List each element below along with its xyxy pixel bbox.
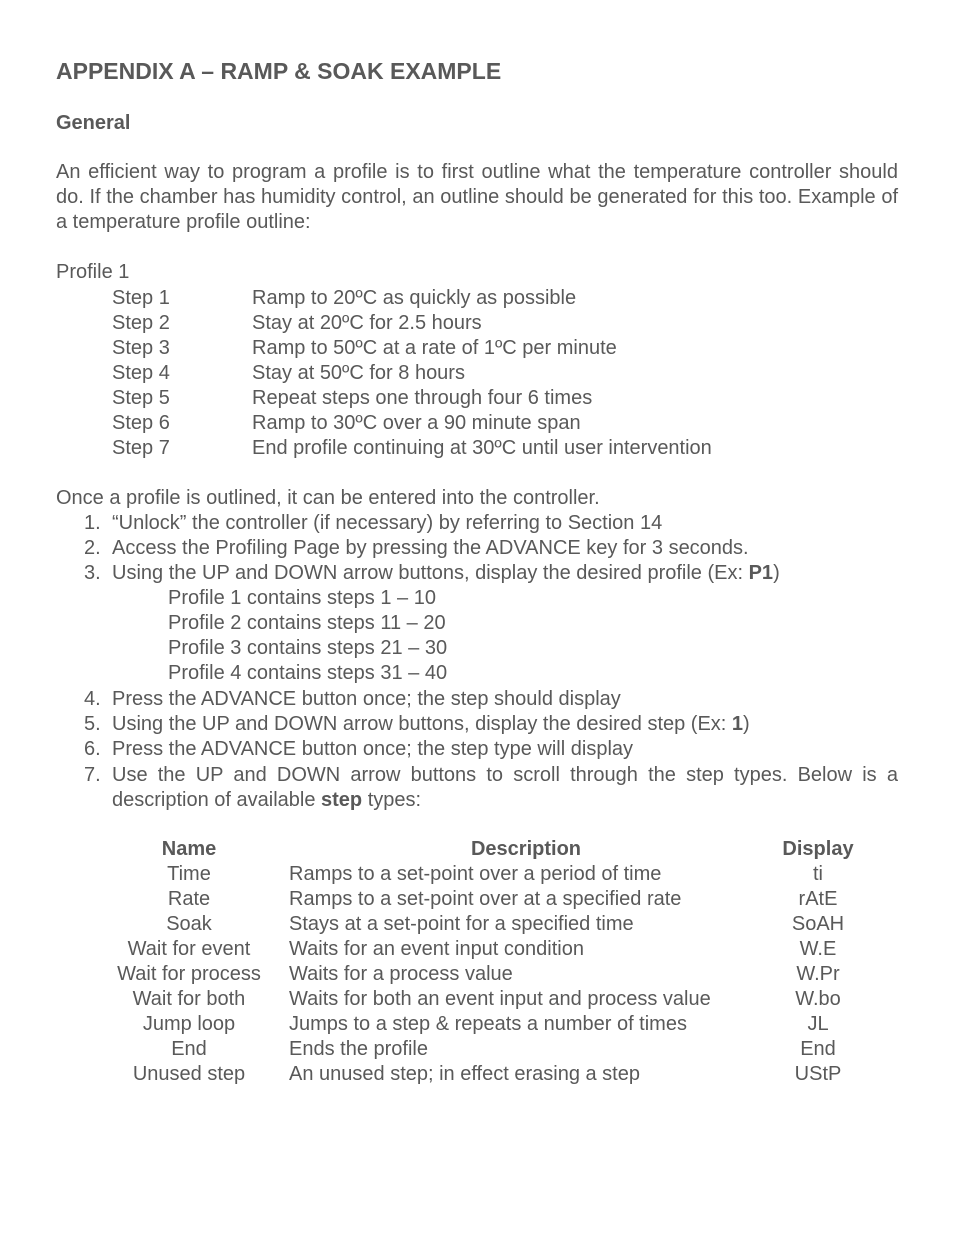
outline-step-number: Step 5 (112, 387, 170, 409)
column-spacer (272, 837, 289, 862)
step-type-display-code: ti (813, 863, 823, 885)
column-spacer (272, 862, 289, 887)
step-type-name: Jump loop (142, 1013, 236, 1035)
step-type-description: Ramps to a set-point over at a specified rate (289, 888, 682, 910)
profile-range-note: Profile 1 contains steps 1 – 10 (168, 587, 436, 609)
instruction-text-main: Use the UP and DOWN arrow buttons to scroll through the step types. Below is a description of available (112, 764, 898, 811)
column-spacer (272, 987, 289, 1012)
instruction-text: Access the Profiling Page by pressing the ADVANCE key for 3 seconds. (112, 537, 749, 559)
profile-range-note: Profile 2 contains steps 11 – 20 (168, 612, 446, 634)
section-heading: General (56, 112, 131, 134)
instruction-text-end: ) (773, 562, 780, 584)
outline-step-number: Step 7 (112, 437, 170, 459)
outline-step (112, 336, 617, 361)
outline-step (112, 311, 482, 336)
column-header-name: Name (161, 838, 217, 860)
instruction-example-value: P1 (748, 562, 774, 584)
instruction-text-end: types: (362, 789, 422, 811)
profile-range-note: Profile 3 contains steps 21 – 30 (168, 637, 448, 659)
column-header-display: Display (782, 838, 854, 860)
outline-step (112, 411, 581, 436)
step-type-name: Unused step (132, 1063, 246, 1085)
instruction-text-main: Using the UP and DOWN arrow buttons, display the desired step (Ex: (112, 713, 732, 735)
column-spacer (272, 887, 289, 912)
profile-label: Profile 1 (56, 261, 130, 283)
step-type-display-code: W.E (799, 938, 837, 960)
table-row (106, 887, 873, 912)
step-type-display-code: End (800, 1038, 836, 1060)
table-row (106, 987, 873, 1012)
step-type-description: Ends the profile (289, 1038, 428, 1060)
instruction-number: 1. (84, 512, 101, 534)
step-type-name: Rate (167, 888, 211, 910)
table-row (106, 862, 873, 887)
step-type-name: End (171, 1038, 207, 1060)
column-spacer (272, 937, 289, 962)
outline-step-number: Step 6 (112, 412, 170, 434)
instruction-text (112, 712, 750, 737)
instruction-text: Press the ADVANCE button once; the step should display (112, 688, 621, 710)
outline-step-number: Step 2 (112, 312, 170, 334)
instruction-number: 2. (84, 537, 101, 559)
instruction-text: “Unlock” the controller (if necessary) by referring to Section 14 (112, 512, 663, 534)
instruction-number: 4. (84, 688, 101, 710)
step-type-description: Waits for both an event input and process value (289, 988, 711, 1010)
step-type-display-code: W.bo (795, 988, 841, 1010)
instruction-text-main: Using the UP and DOWN arrow buttons, display the desired profile (Ex: (112, 562, 749, 584)
table-header-row (106, 837, 873, 862)
outline-step-number: Step 4 (112, 362, 170, 384)
outline-step (112, 386, 592, 411)
instruction-bold-word: step (321, 789, 363, 811)
column-spacer (272, 912, 289, 937)
step-type-display-code: UStP (794, 1063, 842, 1085)
step-type-name: Soak (166, 913, 212, 935)
instruction-text: Press the ADVANCE button once; the step type will display (112, 738, 634, 760)
instruction-number: 3. (84, 562, 101, 584)
column-spacer (272, 962, 289, 987)
outline-step-text: Repeat steps one through four 6 times (252, 387, 593, 409)
outline-step-text: Ramp to 30ºC over a 90 minute span (252, 412, 581, 434)
instruction-example-value: 1 (731, 713, 744, 735)
table-row (106, 1012, 873, 1037)
step-types-table (106, 837, 873, 1087)
instruction-text (112, 561, 780, 586)
step-type-name: Wait for both (132, 988, 246, 1010)
instruction-text-end: ) (743, 713, 750, 735)
step-type-name: Wait for process (117, 963, 261, 985)
outline-step-text: End profile continuing at 30ºC until user intervention (252, 437, 712, 459)
step-type-display-code: W.Pr (796, 963, 840, 985)
step-type-description: Ramps to a set-point over a period of time (289, 863, 662, 885)
column-spacer (272, 1037, 289, 1062)
outline-step-text: Ramp to 20ºC as quickly as possible (252, 287, 577, 309)
step-type-display-code: rAtE (798, 888, 838, 910)
step-type-description: Waits for an event input condition (289, 938, 584, 960)
page-title: APPENDIX A – RAMP & SOAK EXAMPLE (56, 58, 502, 84)
column-spacer (272, 1012, 289, 1037)
table-row (106, 1037, 873, 1062)
outline-step (112, 361, 465, 386)
outline-step-text: Stay at 20ºC for 2.5 hours (252, 312, 482, 334)
step-type-description: An unused step; in effect erasing a step (289, 1063, 640, 1085)
instruction-number: 5. (84, 713, 101, 735)
step-type-display-code: JL (807, 1013, 829, 1035)
column-header-description: Description (470, 838, 582, 860)
step-type-name: Wait for event (127, 938, 251, 960)
outline-step-number: Step 1 (112, 287, 170, 309)
step-type-description: Stays at a set-point for a specified time (289, 913, 634, 935)
profile-range-note: Profile 4 contains steps 31 – 40 (168, 662, 448, 684)
step-type-name: Time (167, 863, 211, 885)
table-row (106, 937, 873, 962)
outline-step-number: Step 3 (112, 337, 170, 359)
column-spacer (272, 1062, 289, 1087)
step-type-description: Jumps to a step & repeats a number of times (289, 1013, 687, 1035)
instruction-text (112, 763, 898, 813)
table-row (106, 1062, 873, 1087)
instruction-number: 6. (84, 738, 101, 760)
step-type-description: Waits for a process value (289, 963, 513, 985)
outline-step (112, 436, 712, 461)
table-row (106, 962, 873, 987)
entry-intro: Once a profile is outlined, it can be entered into the controller. (56, 487, 600, 509)
instruction-number: 7. (84, 764, 101, 786)
table-row (106, 912, 873, 937)
outline-step-text: Stay at 50ºC for 8 hours (252, 362, 465, 384)
outline-step (112, 286, 576, 311)
outline-step-text: Ramp to 50ºC at a rate of 1ºC per minute (252, 337, 617, 359)
intro-paragraph: An efficient way to program a profile is to first outline what the temperature controller should do. If the chamber has humidity control, an outline should be generated for this too. Example of a temperature profile outline: (56, 161, 898, 233)
step-type-display-code: SoAH (791, 913, 845, 935)
